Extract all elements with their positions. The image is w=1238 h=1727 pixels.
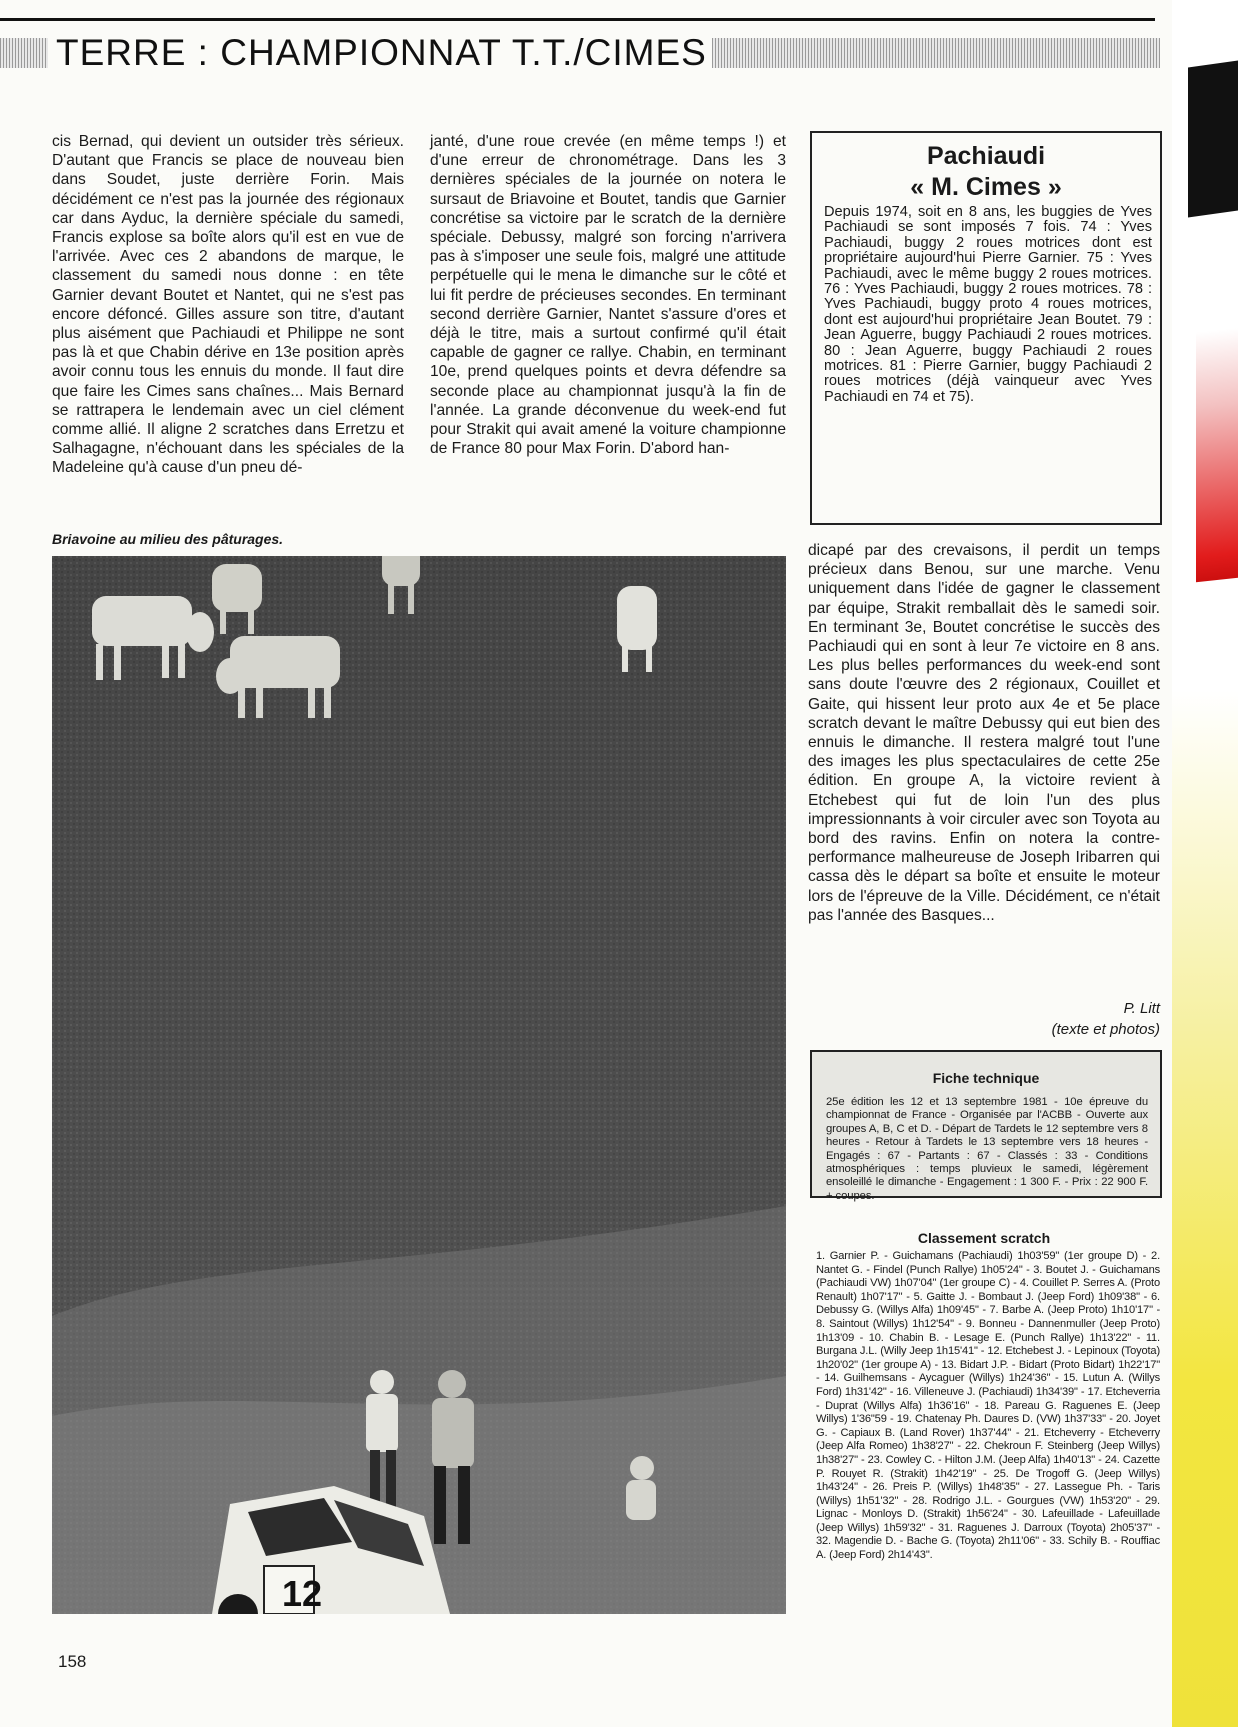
classement-text: 1. Garnier P. - Guichamans (Pachiaudi) 1h03'59" (1er groupe D) - 2. Nantet G. - Findel (Punch Rallye) 1h05'24" - 3. Boutet J. - Guichamans (Pachiaudi VW) 1h07'04" (1er groupe C) - 4. Couillet P. Serres A. (Proto Renault) 1h07'17" - 5. Gaitte J. - Bombaut J. (Jeep Ford) 1h09'38" - 6. Debussy G. (Willys Alfa) 1h09'45" - 7. Barbe A. (Jeep Proto) 1h10'17" - 8. Saintout (Willys) 1h12'54" - 9. Bonneu - Dannenmuller (Jeep Proto) 1h13'09 - 10. Chabin B. - Lesage E. (Punch Rallye) 1h13'22" - 11. Burgana J.L. (Willy Jeep 1h15'41" - 12. Etchebest J. - Lepinoux (Toyota) 1h20'02" (1er groupe A) - 13. Bidart J.P. - Bidart (Proto Bidart) 1h22'17" - 14. Guilhemsans - Aycaguer (Willys) 1h24'36" - 15. Lutun A. (Willys Ford) 1h31'42" - 16. Villeneuve J. (Pachiaudi) 1h34'39" - 17. Etcheverria - Duprat (Willys Alfa) 1h36'16" - 18. Pareau G. Raguenes E. (Jeep Willys) 1'36"59 - 19. Chatenay Ph. Daures D. (VW) 1h37'33" - 20. Joyet G. - Capiaux B. (Land Rover) 1h37'44" - 21. Etcheverry - Etcheverry (Jeep Alfa Romeo) 1h38'27" - 22. Chekroun F. Steinberg (Jeep Willys) 1h38'27" - 23. Cowley C. - Hilton J.M. (Jeep Alfa) 1h40'13" - 24. Cazette P. Rouyet R. (Strakit) 1h42'19" - 25. De Trogoff G. (Jeep Willys) 1h43'24" - 26. Preis P. (Willys) 1h48'35" - 27. Lassegue Ph. - Taris (Willys) 1h51'32" - 28. Rodrigo J.L. - Gourgues (VW) 1h53'20" - 29. Lignac - Monloys D. (Strakit) 1h56'24" - 30. Lafeuillade - Lafeuillade (Jeep Willys) 1h59'32" - 31. Raguenes J. Darroux (Toyota) 2h05'37" - 32. Magendie D. - Bache G. (Toyota) 2h11'06" - 33. Schily B. - Rouffiac A. (Jeep Ford) 2h14'43". (816, 1250, 1160, 1562)
sidebar-title (812, 141, 1160, 203)
article-column-1: cis Bernad, qui devient un outsider très sérieux. D'autant que Francis se place de nouveau bien dans Soudet, juste derrière Forin. Mais décidément ce n'est pas la journée des régionaux car dans Ayduc, la dernière spéciale du samedi, Francis explose sa boîte alors qu'il est en vue de l'arrivée. Avec ces 2 abandons de marque, le classement du samedi nous donne : en tête Garnier devant Boutet et Nantet, qui ne s'est pas encore défoncé. Gilles assure son titre, d'autant plus aisément que Pachiaudi et Philippe ne sont pas là et que Chabin dérive en 13e position après avoir connu tous les ennuis du monde. Il faut dire que faire les Cimes sans chaînes... Mais Bernard se rattrapera le lendemain avec un ciel clément comme allié. Il aligne 2 scratches dans Erretzu et Salhagagne, n'échouant dans les spéciales de la Madeleine qu'à cause d'un pneu dé- (52, 133, 404, 477)
author-signature: P. Litt (1123, 1000, 1160, 1017)
spectator-3 (626, 1456, 656, 1520)
section-header (0, 32, 1160, 76)
photo-caption: Briavoine au milieu des pâturages. (52, 531, 284, 547)
car-door-number: 12 (282, 1573, 323, 1614)
header-hatch-right (712, 38, 1160, 68)
next-page-logo-fragment (1188, 60, 1238, 217)
next-page-edge (1172, 0, 1238, 1727)
header-hatch-left (0, 38, 48, 68)
top-rule (0, 18, 1155, 21)
article-column-3: dicapé par des crevaisons, il perdit un temps précieux dans Benou, sur une marche. Venu uniquement dans l'idée de gagner le classement par équipe, Strakit remballait dès le samedi soir. En terminant 3e, Boutet concrétise le succès des Pachiaudi qui en sont à leur 7e victoire en 8 ans. Les plus belles performances du week-end sont sans doute l'œuvre des 2 régionaux, Couillet et Gaite, qui hissent leur proto aux 4e et 5e place scratch devant le maître Debussy qui eut bien des ennuis le dimanche. Il restera malgré tout l'une des images les plus spectaculaires de cette 25e édition. En groupe A, la victoire revient à Etchebest qui fut de loin l'un des plus impressionnants à voir circuler avec son Toyota au bord des ravins. Enfin on notera la contre-performance malheureuse de Joseph Iribarren qui cassa dès le départ sa boîte et ensuite le moteur lors de l'épreuve de la Ville. Décidément, ce n'était pas l'année des Basques... (808, 542, 1160, 924)
fiche-title: Fiche technique (932, 1070, 1040, 1086)
sidebar-title-line2: « M. Cimes » (910, 173, 1062, 201)
rally-photo (52, 556, 786, 1614)
next-page-red-fragment (1196, 328, 1238, 582)
author-note: (texte et photos) (1051, 1021, 1160, 1038)
sidebar-text: Depuis 1974, soit en 8 ans, les buggies de Yves Pachiaudi se sont imposés 7 fois. 74 : Yves Pachiaudi, buggy 2 roues motrices dont est propriétaire aujourd'hui Pierre Garnier. 75 : Yves Pachiaudi, avec le même buggy 2 roues motrices. 76 : Yves Pachiaudi, buggy 2 roues motrices. 78 : Yves Pachiaudi, buggy proto 4 roues motrices, dont est aujourd'hui propriétaire Jean Boutet. 79 : Jean Aguerre, buggy Pachiaudi 2 roues motrices. 80 : Jean Aguerre, buggy Pachiaudi 2 roues motrices. 81 : Pierre Garnier, buggy Pachiaudi 2 roues motrices (déjà vainqueur avec Yves Pachiaudi en 74 et 75). (824, 204, 1152, 405)
sidebar-box (810, 131, 1162, 525)
sidebar-title-line1: Pachiaudi (926, 142, 1046, 170)
page-number: 158 (58, 1652, 87, 1671)
fiche-text: 25e édition les 12 et 13 septembre 1981 - 10e épreuve du championnat de France - Organisée par l'ACBB - Ouverte aux groupes A, B, C et D. - Départ de Tardets le 12 septembre vers 8 heures - Retour à Tardets le 13 septembre vers 18 heures - Engagés : 67 - Partants : 67 - Classés : 33 - Conditions atmosphériques : temps pluvieux le samedi, légèrement ensoleillé le dimanche - Engagement : 1 300 F. - Prix : 22 900 F. + coupes. (826, 1096, 1148, 1202)
article-column-2: janté, d'une roue crevée (en même temps !) et d'une erreur de chronométrage. Dans les 3 dernières spéciales de la journée on notera le sursaut de Briavoine et Boutet, tandis que Garnier concrétise sa victoire par le scratch de la dernière spéciale. Debussy, malgré son forcing n'arrivera pas à s'imposer une seule fois, malgré une attitude perpétuelle qui le mena le dimanche sur le côté et lui fit perdre de précieuses secondes. En terminant second derrière Garnier, Nantet s'assure d'ores et déjà le titre, mais a surtout confirmé qu'il était capable de gagner ce rallye. Chabin, en terminant 10e, prend quelques points et devra défendre sa seconde place au championnat jusqu'à la fin de l'année. La grande déconvenue du week-end fut pour Strakit qui avait amené la voiture championne de France 80 pour Max Forin. D'abord han- (430, 133, 786, 458)
fiche-technique-box (810, 1050, 1162, 1202)
page-title: TERRE : CHAMPIONNAT T.T./CIMES (56, 32, 707, 73)
photo-illustration (52, 556, 786, 1614)
classement-title: Classement scratch (917, 1230, 1051, 1246)
